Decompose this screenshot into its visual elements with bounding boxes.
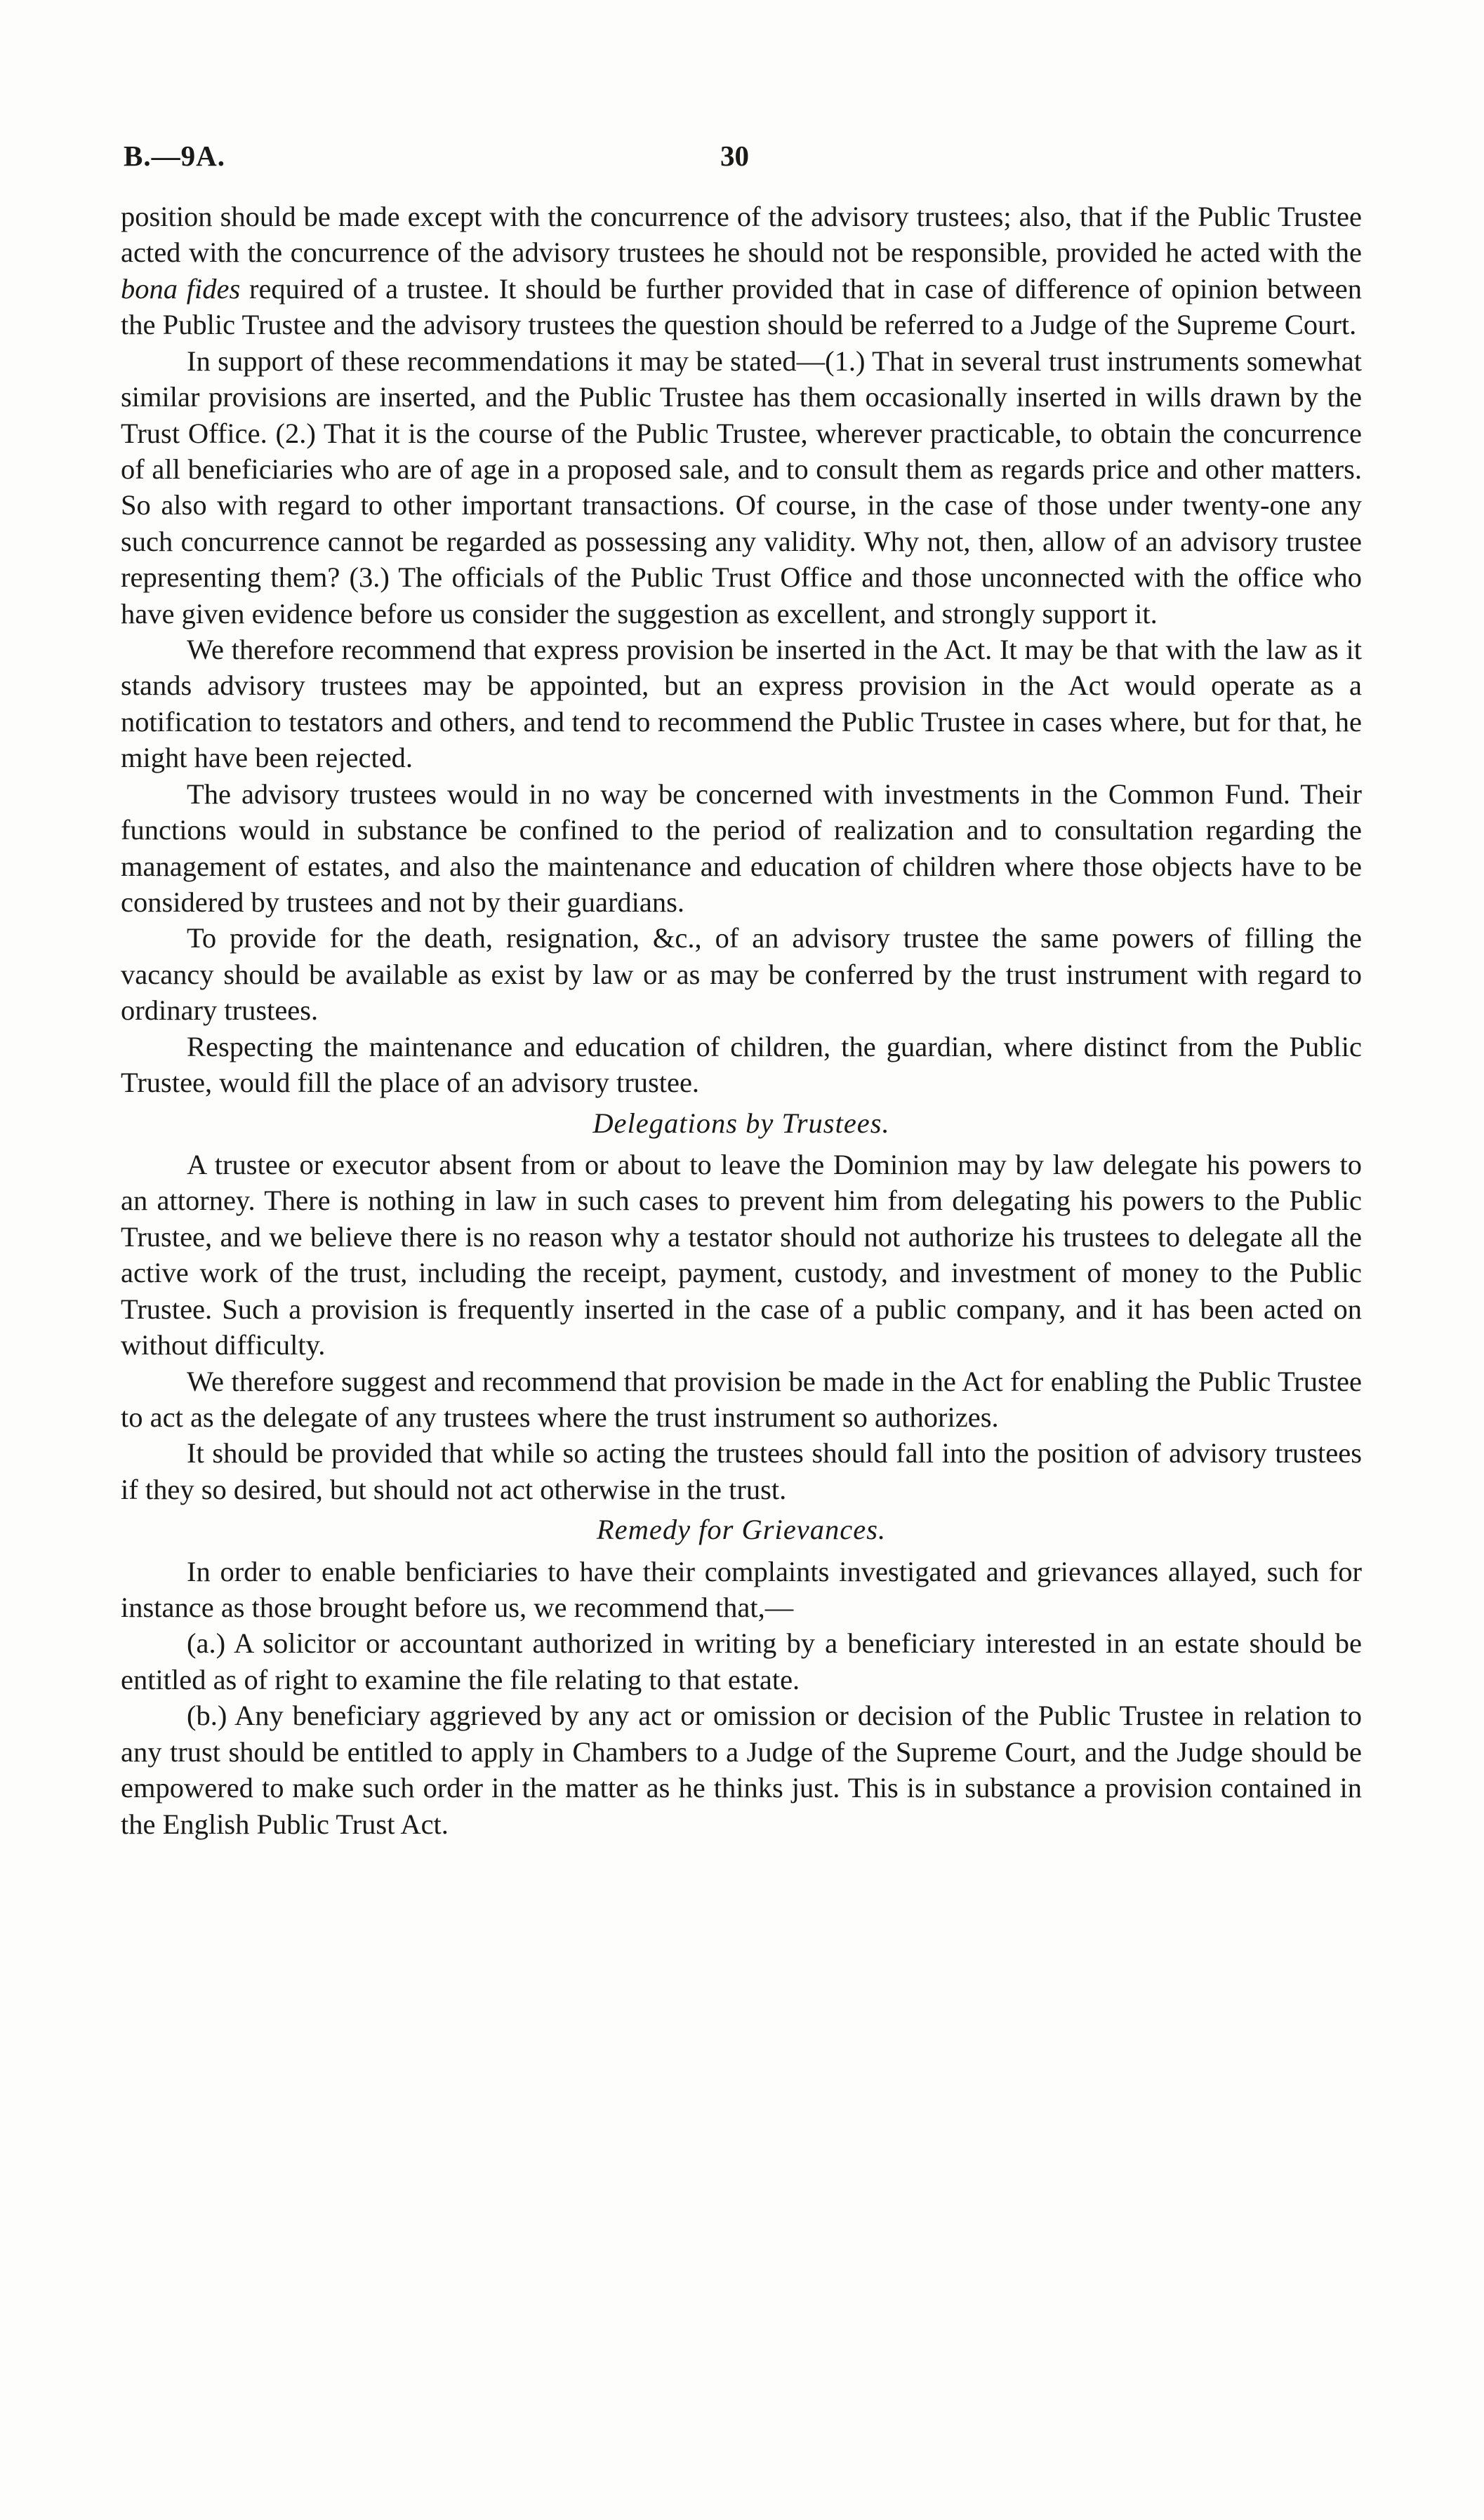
paragraph: In support of these recommendations it may be stated—(1.) That in several trust instruments somewhat similar provisions are inserted, and the Public Trustee has them occasionally inserted in wills drawn by the Trust Office. (2.) That it is the course of the Public Trustee, wherever practicable, to obtain the concurrence of all beneficiaries who are of age in a proposed sale, and to consult them as regards price and other matters. So also with regard to other important transactions. Of course, in the case of those under twenty-one any such concurrence cannot be regarded as possessing any validity. Why not, then, allow of an advisory trustee representing them? (3.) The officials of the Public Trust Office and those unconnected with the office who have given evidence before us consider the suggestion as excellent, and strongly support it. — [121, 345, 1362, 629]
paragraph: The advisory trustees would in no way be concerned with investments in the Common Fund. Their functions would in substance be confined to the period of realization and to consultation regarding the management of estates, and also the maintenance and education of children where those objects have to be considered by trustees and not by their guardians. — [121, 778, 1362, 919]
paragraph: We therefore suggest and recommend that provision be made in the Act for enabling the Public Trustee to act as the delegate of any trustees where the trust instrument so authorizes. — [121, 1365, 1362, 1433]
list-item — [121, 1698, 1362, 1842]
section-heading-remedy: Remedy for Grievances. — [596, 1514, 887, 1546]
paragraph: In order to enable benficiaries to have their complaints investigated and grievances allayed, such for instance as those brought before us, we recommend that,— — [121, 1555, 1362, 1624]
document-reference: B.—9A. — [124, 140, 225, 172]
section-heading-delegations: Delegations by Trustees. — [592, 1107, 890, 1139]
document-body — [121, 199, 1362, 1842]
paragraph: A trustee or executor absent from or about to leave the Dominion may by law delegate his powers to an attorney. There is nothing in law in such cases to prevent him from delegating his powers to the Public Trustee, and we believe there is no reason why a testator should not authorize his trustees to delegate all the active work of the trust, including the receipt, payment, custody, and investment of money to the Public Trustee. Such a provision is frequently inserted in the case of a public company, and it has been acted on without difficulty. — [121, 1148, 1362, 1361]
paragraph: To provide for the death, resignation, &c., of an advisory trustee the same powers of filling the vacancy should be available as exist by law or as may be conferred by the trust instrument with regard to ordinary trustees. — [121, 922, 1362, 1027]
page-number: 30 — [720, 140, 749, 172]
paragraph: We therefore recommend that express provision be inserted in the Act. It may be that with the law as it stands advisory trustees may be appointed, but an express provision in the Act would operate as a notification to testators and others, and tend to recommend the Public Trustee in cases where, but for that, he might have been rejected. — [121, 634, 1362, 774]
page-header — [124, 139, 1359, 181]
paragraph: It should be provided that while so acting the trustees should fall into the position of advisory trustees if they so desired, but should not act otherwise in the trust. — [121, 1437, 1362, 1505]
item-text: A solicitor or accountant authorized in writing by a beneficiary interested in an estate should be entitled as of right to examine the file relating to that estate. — [121, 1627, 1362, 1695]
item-text: Any beneficiary aggrieved by any act or omission or decision of the Public Trustee in relation to any trust should be entitled to apply in Chambers to a Judge of the Supreme Court, and the Judge should be empowered to make such order in the matter as he thinks just. This is in substance a provision contained in the English Public Trust Act. — [121, 1700, 1362, 1840]
item-label: (a.) — [187, 1627, 226, 1660]
item-label: (b.) — [187, 1700, 227, 1732]
list-item — [121, 1625, 1362, 1698]
paragraph-continuation: position should be made except with the concurrence of the advisory trustees; also, that if the Public Trustee acted with the concurrence of the advisory trustees he should not be responsible, provided he acted with the bona fides required of a trustee. It should be further provided that in case of difference of opinion between the Public Trustee and the advisory trustees the question should be referred to a Judge of the Supreme Court. — [121, 201, 1363, 341]
paragraph: Respecting the maintenance and education of children, the guardian, where distinct from the Public Trustee, would fill the place of an advisory trustee. — [121, 1030, 1362, 1099]
